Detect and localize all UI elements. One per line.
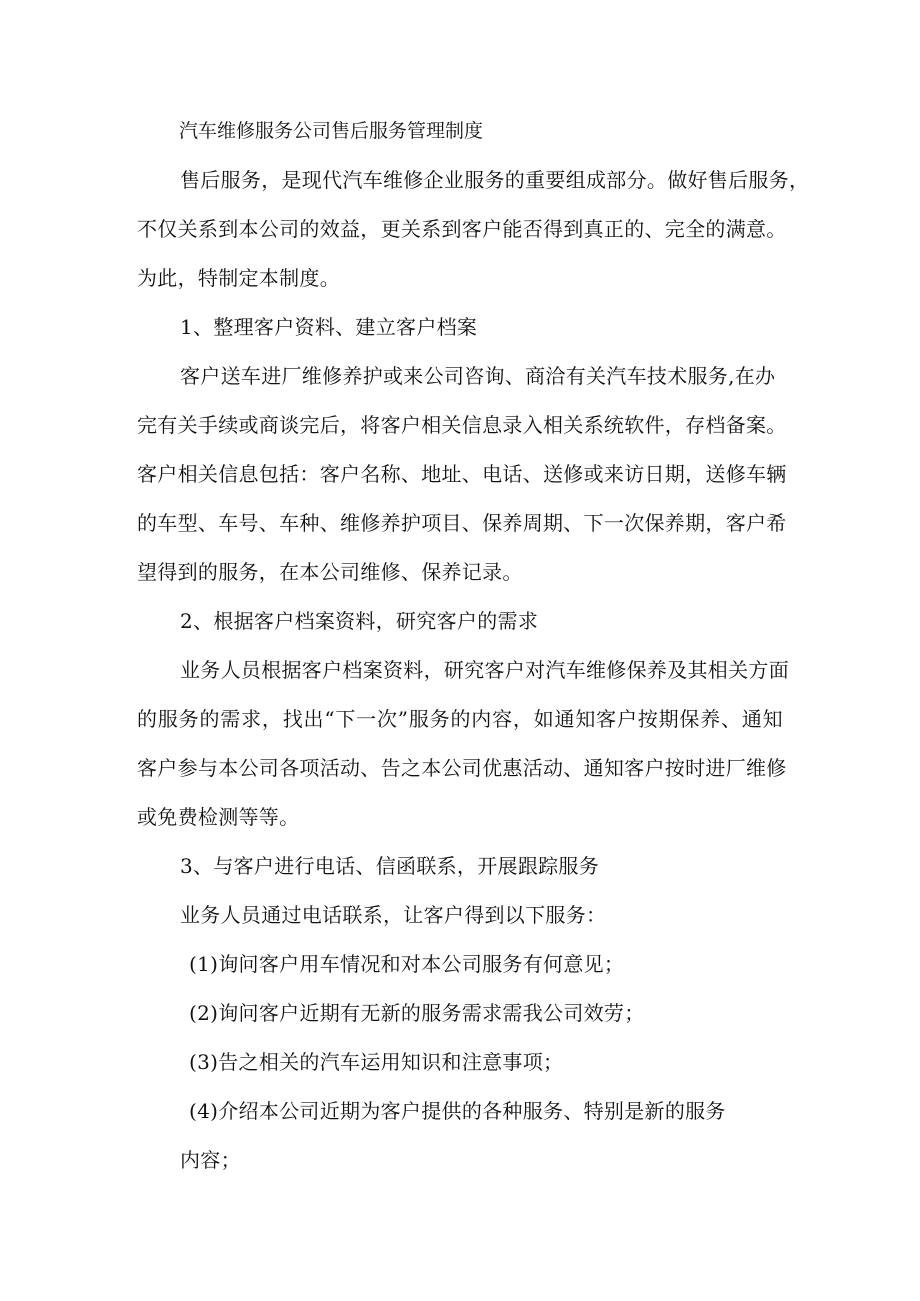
list-item-1: (1)询问客户用车情况和对本公司服务有何意见；: [189, 952, 625, 976]
intro-line-1: 售后服务，是现代汽车维修企业服务的重要组成部分。做好售后服务，: [180, 168, 810, 192]
document-title: 汽车维修服务公司售后服务管理制度: [179, 120, 484, 142]
intro-line-2: 不仅关系到本公司的效益，更关系到客户能否得到真正的、完全的满意。: [137, 217, 787, 241]
list-item-4: (4)介绍本公司近期为客户提供的各种服务、特别是新的服务: [189, 1099, 726, 1123]
section1-line-3: 客户相关信息包括：客户名称、地址、电话、送修或来访日期，送修车辆: [137, 462, 787, 486]
list-item-3: (3)告之相关的汽车运用知识和注意事项；: [189, 1050, 564, 1074]
list-item-2: (2)询问客户近期有无新的服务需求需我公司效劳；: [189, 1001, 645, 1025]
section1-line-2: 完有关手续或商谈完后，将客户相关信息录入相关系统软件，存档备案。: [137, 413, 787, 437]
section1-line-5: 望得到的服务，在本公司维修、保养记录。: [137, 560, 523, 584]
section2-line-1: 业务人员根据客户档案资料，研究客户对汽车维修保养及其相关方面: [180, 658, 789, 682]
section3-heading: 3、与客户进行电话、信函联系，开展跟踪服务: [180, 854, 600, 878]
section2-line-2: 的服务的需求，找出“下一次”服务的内容，如通知客户按期保养、通知: [137, 707, 783, 731]
section2-heading: 2、根据客户档案资料，研究客户的需求: [180, 609, 539, 633]
section2-line-3: 客户参与本公司各项活动、告之本公司优惠活动、通知客户按时进厂维修: [137, 756, 787, 780]
section3-intro: 业务人员通过电话联系，让客户得到以下服务：: [180, 903, 607, 927]
section1-line-4: 的车型、车号、车种、维修养护项目、保养周期、下一次保养期，客户希: [137, 511, 787, 535]
section1-line-1: 客户送车进厂维修养护或来公司咨询、商洽有关汽车技术服务,在办: [180, 364, 776, 388]
section1-heading: 1、整理客户资料、建立客户档案: [180, 315, 478, 339]
section2-line-4: 或免费检测等等。: [137, 805, 300, 829]
intro-line-3: 为此，特制定本制度。: [137, 266, 340, 290]
list-item-4-continued: 内容；: [180, 1148, 241, 1172]
